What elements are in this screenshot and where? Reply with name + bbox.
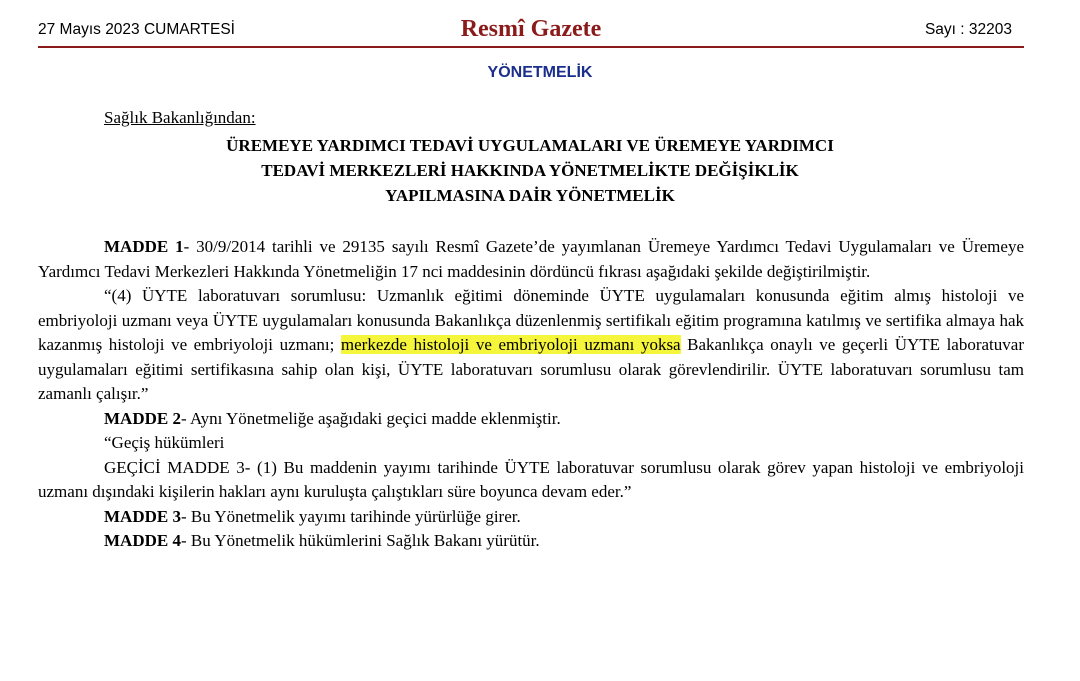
- section-heading: YÖNETMELİK: [487, 64, 593, 81]
- article-3: [38, 505, 1024, 530]
- paragraph-text: Bakanlıkça onaylı ve geçerli ÜYTE laboratuvar uygulamaları eğitimi sertifikasına sahip olan kişi, ÜYTE laboratuvarı sorumlusu olarak görevlendirilir. ÜYTE laboratuvarı sorumlusu tam zamanlı çalışır.”: [38, 335, 1024, 403]
- article-label: MADDE 1: [104, 237, 184, 256]
- temporary-article-3: GEÇİCİ MADDE 3- (1) Bu maddenin yayımı tarihinde ÜYTE laboratuvar sorumlusu olarak görev yapan histoloji ve embriyoloji uzmanı dışındaki kişilerin hakları aynı kuruluşta çalıştıkları süre boyunca devam eder.”: [38, 457, 1024, 501]
- transition-heading: “Geçiş hükümleri: [104, 433, 225, 452]
- ministry-name: Sağlık Bakanlığından:: [104, 108, 256, 127]
- article-text: - 30/9/2014 tarihli ve 29135 sayılı Resmî Gazete’de yayımlanan Üremeye Yardımcı Tedavi Uygulamaları ve Üremeye Yardımcı Tedavi Merkezleri Hakkında Yönetmeliğin 17 nci maddesinin dördüncü fıkrası aşağıdaki şekilde değiştirilmiştir.: [38, 237, 1024, 281]
- article-2: [38, 407, 1024, 432]
- issue-number: Sayı : 32203: [924, 21, 1012, 38]
- article-text: - Aynı Yönetmeliğe aşağıdaki geçici madde eklenmiştir.: [180, 408, 561, 428]
- gazette-title: Resmî Gazete: [460, 16, 602, 42]
- highlighted-text: merkezde histoloji ve embriyoloji uzmanı yoksa: [340, 335, 681, 354]
- article-4: [38, 529, 1024, 554]
- regulation-title: [140, 133, 920, 208]
- article-text: - Bu Yönetmelik hükümlerini Sağlık Bakanı yürütür.: [180, 531, 540, 550]
- regulation-title-line: ÜREMEYE YARDIMCI TEDAVİ UYGULAMALARI VE ÜREMEYE YARDIMCI: [226, 136, 834, 155]
- paragraph-text: “(4) ÜYTE laboratuvarı sorumlusu: Uzmanlık eğitimi döneminde ÜYTE uygulamaları konusunda eğitim almış histoloji ve embriyoloji uzmanı veya ÜYTE uygulamaları konusunda Bakanlıkça düzenlenmiş sertifikalı eğitim programına katılmış ve sertifika almaya hak kazanmış histoloji ve embriyoloji uzmanı;: [38, 286, 1024, 354]
- article-label: MADDE 3: [104, 506, 181, 526]
- article-label: MADDE 4: [104, 531, 181, 550]
- regulation-title-line: YAPILMASINA DAİR YÖNETMELİK: [385, 186, 675, 205]
- issue-date: 27 Mayıs 2023 CUMARTESİ: [38, 21, 235, 38]
- article-1: [38, 235, 1024, 284]
- regulation-body: [38, 235, 1024, 554]
- article-label: MADDE 2: [104, 408, 181, 428]
- regulation-title-line: TEDAVİ MERKEZLERİ HAKKINDA YÖNETMELİKTE DEĞİŞİKLİK: [261, 161, 799, 180]
- article-text: - Bu Yönetmelik yayımı tarihinde yürürlüğe girer.: [180, 506, 521, 526]
- paragraph-4: [38, 284, 1024, 407]
- page-header: [38, 14, 1024, 48]
